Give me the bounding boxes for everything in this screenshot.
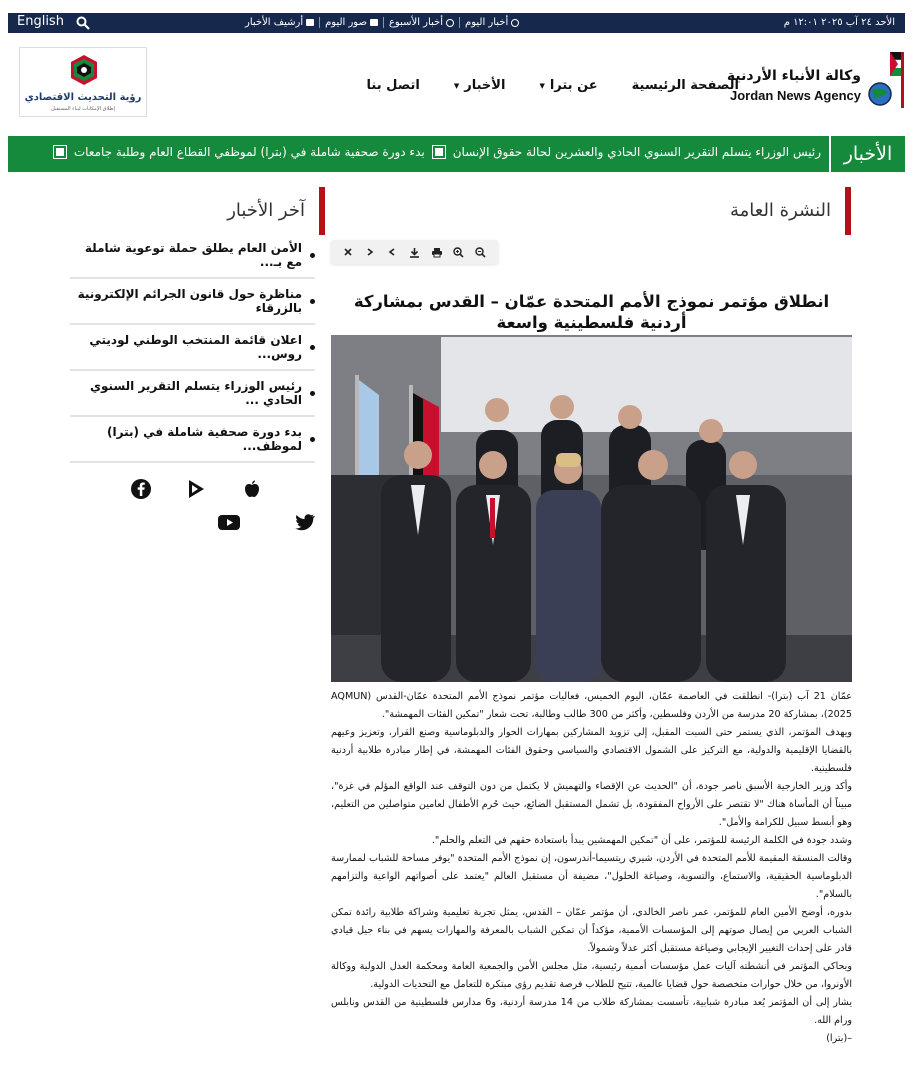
google-play-icon[interactable] xyxy=(185,478,207,500)
news-archive-link[interactable] xyxy=(240,17,319,28)
latest-news-title: رئيس الوزراء يتسلم التقرير السنوي الحادي ... xyxy=(90,379,302,407)
latest-news-title: الأمن العام يطلق حملة توعوية شاملة مع بـ... xyxy=(84,241,302,269)
latest-news-title: مناظرة حول قانون الجرائم الإلكترونية بالزرقاء xyxy=(77,287,302,315)
ticker-text: رئيس الوزراء يتسلم التقرير السنوي الحادي والعشرين لحالة حقوق الإنسان xyxy=(452,145,821,159)
article-body xyxy=(331,688,852,1048)
link-label: صور اليوم xyxy=(325,17,367,28)
ticker-label: الأخبار xyxy=(829,136,905,172)
bullet-icon xyxy=(310,253,315,258)
bullet-icon xyxy=(310,299,315,304)
print-icon[interactable] xyxy=(430,245,444,259)
article-toolbar xyxy=(331,240,498,264)
ticker-track xyxy=(54,145,821,159)
nav-news[interactable] xyxy=(454,78,506,93)
list-item[interactable] xyxy=(70,371,315,417)
news-ticker xyxy=(8,136,905,172)
section-title-general: النشرة العامة xyxy=(711,187,851,235)
chevron-down-icon: ▼ xyxy=(539,81,545,90)
article-paragraph: وشدد جودة في الكلمة الرئيسة للمؤتمر، على أن "تمكين المهمشين يبدأ باستعادة حقهم في التعلم والحلم". xyxy=(431,835,852,846)
nav-label: عن بترا xyxy=(549,78,598,93)
zoom-in-icon[interactable] xyxy=(452,245,466,259)
nav-about[interactable] xyxy=(539,78,597,93)
next-icon[interactable] xyxy=(363,245,377,259)
link-label: أخبار اليوم xyxy=(465,17,509,28)
list-item[interactable] xyxy=(70,233,315,279)
latest-news-title: اعلان قائمة المنتخب الوطني لوديتي روس... xyxy=(89,333,302,361)
link-label: أخبار الأسبوع xyxy=(388,17,444,28)
bullet-icon xyxy=(310,391,315,396)
facebook-icon[interactable] xyxy=(130,478,152,500)
nav-label: اتصل بنا xyxy=(366,78,420,93)
youtube-icon[interactable] xyxy=(217,511,241,533)
article-paragraph: بدوره، أوضح الأمين العام للمؤتمر، عمر ناصر الخالدي، أن مؤتمر عمّان – القدس، يمثل تجربة تعليمية وشراكة طلابية رائدة تمكن الشباب العربي من إيصال صوتهم إلى المؤسسات الأممية، مؤكداً أن تمكين الشباب بالمعرفة والمهارات يسهم في بناء جيل قيادي قادر على إحداث التغيير الإيجابي وصياغة مستقبل أكثر عدلاً وشمولاً. xyxy=(331,907,852,954)
ticker-item[interactable] xyxy=(54,145,425,159)
list-item[interactable] xyxy=(70,279,315,325)
latest-news-list xyxy=(70,233,315,463)
apple-icon[interactable] xyxy=(241,478,263,500)
article-paragraph: عمّان 21 آب (بترا)- انطلقت في العاصمة عمّان، اليوم الخميس، فعاليات مؤتمر نموذج الأمم المتحدة عمّان-القدس (AQMUN 2025)، بمشاركة 20 مدرسة من الأردن وفلسطين، وأكثر من 300 طالب وطالبة، تحت شعار "تمكين الفئات المهمشة". xyxy=(331,691,853,720)
close-icon[interactable] xyxy=(341,245,355,259)
article-paragraph: وقالت المنسقة المقيمة للأمم المتحدة في الأردن، شيري ريتسيما-أندرسون، إن نموذج الأمم المتحدة "يوفر مساحة للشباب لممارسة الدبلوماسية الحقيقية، والاستماع، والتسوية، وصياغة الحلول"، مضيفة أن مستقبل العالم "يعتمد على أصواتهم الواعية والتزامهم بالسلام". xyxy=(331,853,852,900)
top-links xyxy=(240,17,524,28)
vision-emblem-icon xyxy=(68,54,100,86)
today-news-link[interactable] xyxy=(459,17,524,28)
nav-contact[interactable] xyxy=(367,78,420,93)
petra-mark-icon xyxy=(433,146,445,158)
chevron-down-icon: ▼ xyxy=(453,81,460,90)
prev-icon[interactable] xyxy=(385,245,399,259)
language-switch[interactable]: English xyxy=(17,14,64,29)
article-paragraph: ويحاكي المؤتمر في أنشطته آليات عمل مؤسسات أممية رئيسية، مثل مجلس الأمن والجمعية العامة ومحكمة العدل الدولية ووكالة الأونروا، من خلال حوارات متخصصة حول قضايا عالمية، تتيح للطلاب فرصة تقديم رؤى مبتكرة للتعامل مع التحديات الدولية. xyxy=(331,961,852,990)
twitter-icon[interactable] xyxy=(294,511,316,533)
main-nav xyxy=(367,78,740,93)
list-item[interactable] xyxy=(70,325,315,371)
download-icon[interactable] xyxy=(407,245,421,259)
link-label: أرشيف الأخبار xyxy=(245,17,304,28)
latest-news-title: بدء دورة صحفية شاملة في (بترا) لموظف... xyxy=(107,425,302,453)
article-headline: انطلاق مؤتمر نموذج الأمم المتحدة عمّان – القدس بمشاركة أردنية فلسطينية واسعة xyxy=(353,292,830,332)
ticker-text: بدء دورة صحفية شاملة في (بترا) لموظفي القطاع العام وطلبة جامعات xyxy=(73,145,425,159)
globe-icon xyxy=(446,19,454,27)
today-photos-link[interactable] xyxy=(319,17,383,28)
vision-title: رؤية التحديث الاقتصادي xyxy=(24,92,142,103)
globe-icon xyxy=(511,19,519,27)
search-icon[interactable] xyxy=(76,16,90,30)
economic-vision-logo[interactable] xyxy=(19,47,147,117)
article-paragraph: وأكد وزير الخارجية الأسبق ناصر جودة، أن "الحديث عن الإقصاء والتهميش لا يكتمل من دون التوقف عند الواقع المؤلم في غزة"، مبيناً أن المأساة هناك "لا تقتصر على الأرواح المفقودة، بل تشمل المستقبل الضائع، حيث حُرم الأطفال لعامين متواصلين من التعليم، وهو أبسط سبيل للكرامة والأمل". xyxy=(331,781,852,828)
list-item[interactable] xyxy=(70,417,315,463)
article-paragraph: يشار إلى أن المؤتمر يُعد مبادرة شبابية، تأسست بمشاركة طلاب من 14 مدرسة أردنية، و6 مدارس فلسطينية من القدس ونابلس ورام الله. xyxy=(331,997,853,1026)
article-signoff: –(بترا) xyxy=(826,1033,852,1044)
top-bar xyxy=(8,13,905,33)
bullet-icon xyxy=(310,345,315,350)
petra-logo-icon xyxy=(866,48,906,110)
nav-label: الأخبار xyxy=(464,78,506,93)
nav-label: الصفحة الرئيسية xyxy=(631,78,739,93)
nav-home[interactable] xyxy=(632,78,739,93)
bullet-icon xyxy=(310,437,315,442)
petra-mark-icon xyxy=(54,146,66,158)
camera-icon xyxy=(370,19,378,26)
agency-logo[interactable] xyxy=(726,48,906,112)
zoom-out-icon[interactable] xyxy=(474,245,488,259)
vision-subtitle: إطلاق الإمكانات لبناء المستقبل xyxy=(51,106,115,112)
section-title-latest: آخر الأخبار xyxy=(225,187,325,235)
ticker-item[interactable] xyxy=(433,145,821,159)
article-paragraph: ويهدف المؤتمر، الذي يستمر حتى السبت المقبل، إلى تزويد المشاركين بمهارات الحوار والدبلوماسية وصنع القرار، وتعزيز وعيهم بالقضايا الإقليمية والدولية، مع التركيز على الشمول الاقتصادي والسياسي وحقوق الفئات المهمشة، في إطار مبادرة طلابية أردنية فلسطينية. xyxy=(331,727,852,774)
week-news-link[interactable] xyxy=(383,17,459,28)
article-photo[interactable] xyxy=(331,335,852,682)
agency-name-ar: وكالة الأنباء الأردنية xyxy=(726,68,861,84)
archive-icon xyxy=(306,19,314,26)
social-links xyxy=(130,478,320,538)
agency-name-en: Jordan News Agency xyxy=(729,88,861,103)
date-time: الأحد ٢٤ آب ٢٠٢٥ ١٢:٠١ م xyxy=(783,17,895,28)
